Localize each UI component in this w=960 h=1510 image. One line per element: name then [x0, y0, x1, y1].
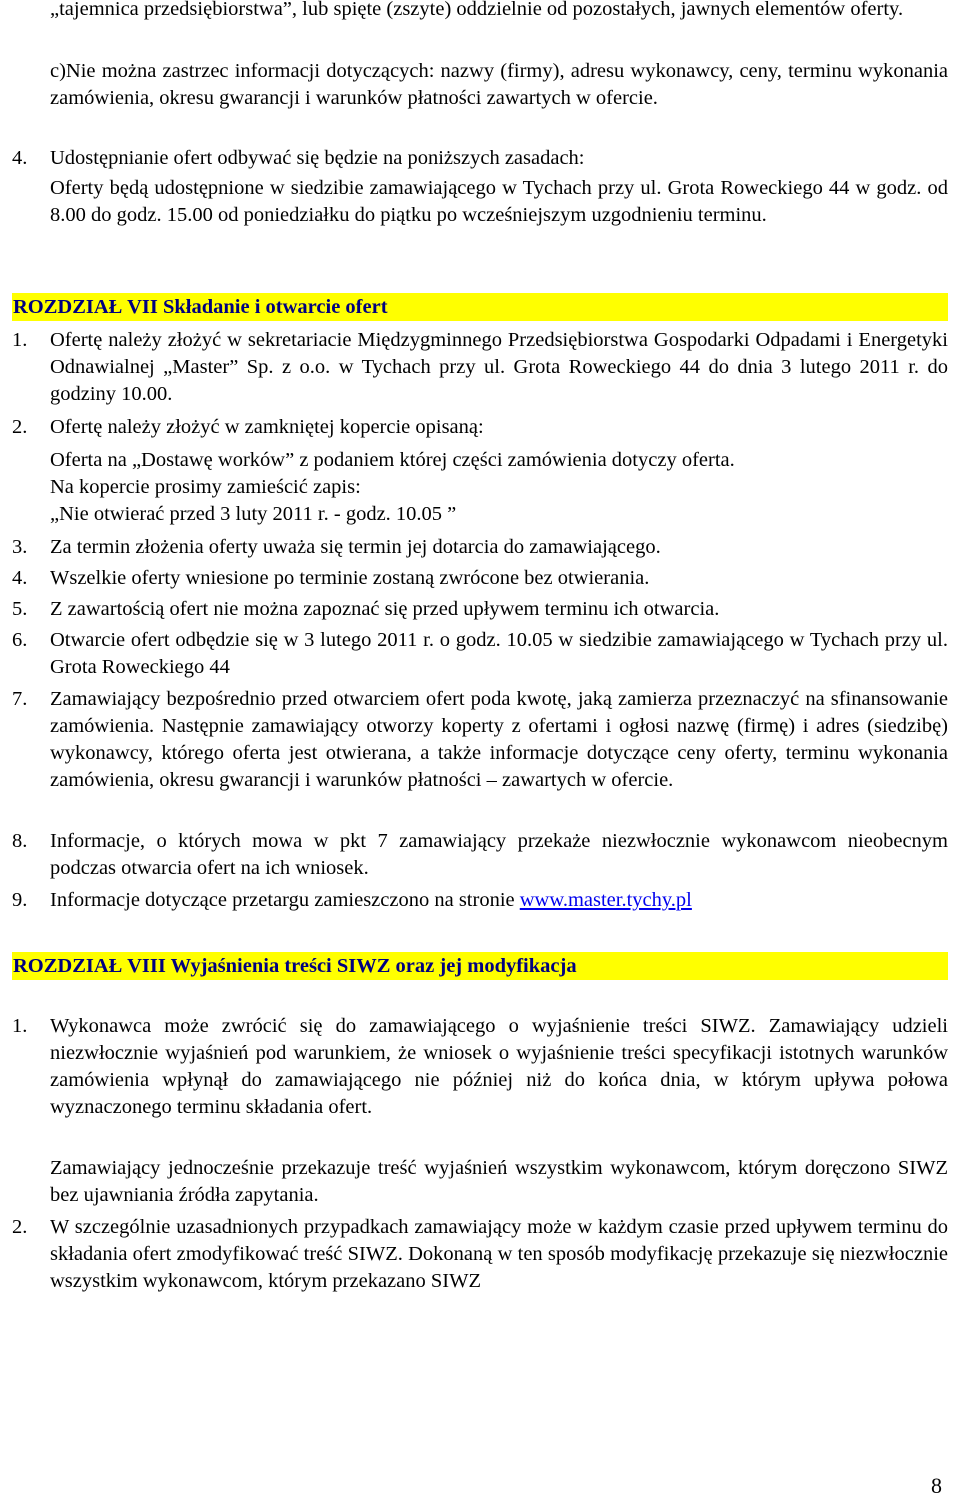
website-link[interactable]: www.master.tychy.pl [519, 889, 692, 911]
p4-text: Oferty będą udostępnione w siedzibie zamawiającego w Tychach przy ul. Grota Roweckiego 44 w godz. od 8.00 do godz. 15.00 od poniedziałku do piątku po wcześniejszym uzgodnieniu terminu. [50, 177, 948, 226]
ch8-item-1-extra: Zamawiający jednocześnie przekazuje treść wyjaśnień wszystkim wykonawcom, którym doręczono SIWZ bez ujawniania źródła zapytania. [50, 1157, 948, 1206]
envelope-line-3: „Nie otwierać przed 3 luty 2011 r. - godz. 10.05 ” [50, 503, 457, 525]
ch7-item-8-text: Informacje, o których mowa w pkt 7 zamawiający przekaże niezwłocznie wykonawcom nieobecnym podczas otwarcia ofert na ich wniosek. [50, 830, 948, 879]
p4-title: Udostępnianie ofert odbywać się będzie na poniższych zasadach: [50, 147, 585, 169]
ch8-item-2-number: 2. [12, 1216, 28, 1238]
ch7-item-7-number: 7. [12, 688, 28, 710]
page-number: 8 [931, 1473, 942, 1498]
ch7-item-4-text: Wszelkie oferty wniesione po terminie zostaną zwrócone bez otwierania. [50, 567, 650, 589]
ch7-item-3-number: 3. [12, 536, 28, 558]
ch7-item-9-number: 9. [12, 889, 28, 911]
envelope-line-2: Na kopercie prosimy zamieścić zapis: [50, 476, 361, 498]
ch7-item-2-number: 2. [12, 416, 28, 438]
ch7-item-9-text: Informacje dotyczące przetargu zamieszczono na stronie [50, 889, 520, 911]
intro-point-c: c)Nie można zastrzec informacji dotyczących: nazwy (firmy), adresu wykonawcy, ceny, terminu wykonania zamówienia, okresu gwarancji i warunków płatności zawartych w ofercie. [50, 60, 948, 109]
ch8-item-1-text: Wykonawca może zwrócić się do zamawiającego o wyjaśnienie treści SIWZ. Zamawiający udzieli niezwłocznie wyjaśnień pod warunkiem, że wniosek o wyjaśnienie treści specyfikacji istotnych warunków zamówienia wpłynął do zamawiającego nie później niż do końca dnia, w którym upływa połowa wyznaczonego terminu składania ofert. [50, 1015, 948, 1118]
chapter-8-heading: ROZDZIAŁ VIII Wyjaśnienia treści SIWZ oraz jej modyfikacja [12, 952, 948, 980]
ch7-item-3-text: Za termin złożenia oferty uważa się termin jej dotarcia do zamawiającego. [50, 536, 661, 558]
ch7-item-8-number: 8. [12, 830, 28, 852]
ch7-item-4-number: 4. [12, 567, 28, 589]
envelope-line-1: Oferta na „Dostawę worków” z podaniem której części zamówienia dotyczy oferta. [50, 449, 735, 471]
ch7-item-2-text: Ofertę należy złożyć w zamkniętej kopercie opisaną: [50, 416, 484, 438]
ch7-item-6-number: 6. [12, 629, 28, 651]
ch7-item-9 [50, 887, 948, 914]
ch7-item-1-number: 1. [12, 329, 28, 351]
ch8-item-2-text: W szczególnie uzasadnionych przypadkach zamawiający może w każdym czasie przed upływem terminu do składania ofert zmodyfikować treść SIWZ. Dokonaną w ten sposób modyfikację przekazuje się niezwłocznie wszystkim wykonawcom, którym przekazano SIWZ [50, 1216, 948, 1292]
p4-number: 4. [12, 147, 28, 169]
ch7-item-7-text: Zamawiający bezpośrednio przed otwarciem ofert poda kwotę, jaką zamierza przeznaczyć na sfinansowanie zamówienia. Następnie zamawiający otworzy koperty z ofertami i ogłosi nazwę (firmę) i adres (siedzibę) wykonawcy, którego oferta jest otwierana, a także informacje dotyczące ceny oferty, terminu wykonania zamówienia, okresu gwarancji i warunków płatności – zawartych w ofercie. [50, 688, 948, 791]
ch7-item-6-text: Otwarcie ofert odbędzie się w 3 lutego 2011 r. o godz. 10.05 w siedzibie zamawiającego w Tychach przy ul. Grota Roweckiego 44 [50, 629, 948, 678]
intro-line: „tajemnica przedsiębiorstwa”, lub spięte (zszyte) oddzielnie od pozostałych, jawnych elementów oferty. [50, 0, 904, 20]
ch7-item-5-text: Z zawartością ofert nie można zapoznać się przed upływem terminu ich otwarcia. [50, 598, 720, 620]
ch7-item-1-text: Ofertę należy złożyć w sekretariacie Międzygminnego Przedsiębiorstwa Gospodarki Odpadami i Energetyki Odnawialnej „Master” Sp. z o.o. w Tychach przy ul. Grota Roweckiego 44 do dnia 3 lutego 2011 r. do godziny 10.00. [50, 329, 948, 405]
ch8-item-1-number: 1. [12, 1015, 28, 1037]
chapter-7-heading: ROZDZIAŁ VII Składanie i otwarcie ofert [12, 293, 948, 321]
ch7-item-5-number: 5. [12, 598, 28, 620]
